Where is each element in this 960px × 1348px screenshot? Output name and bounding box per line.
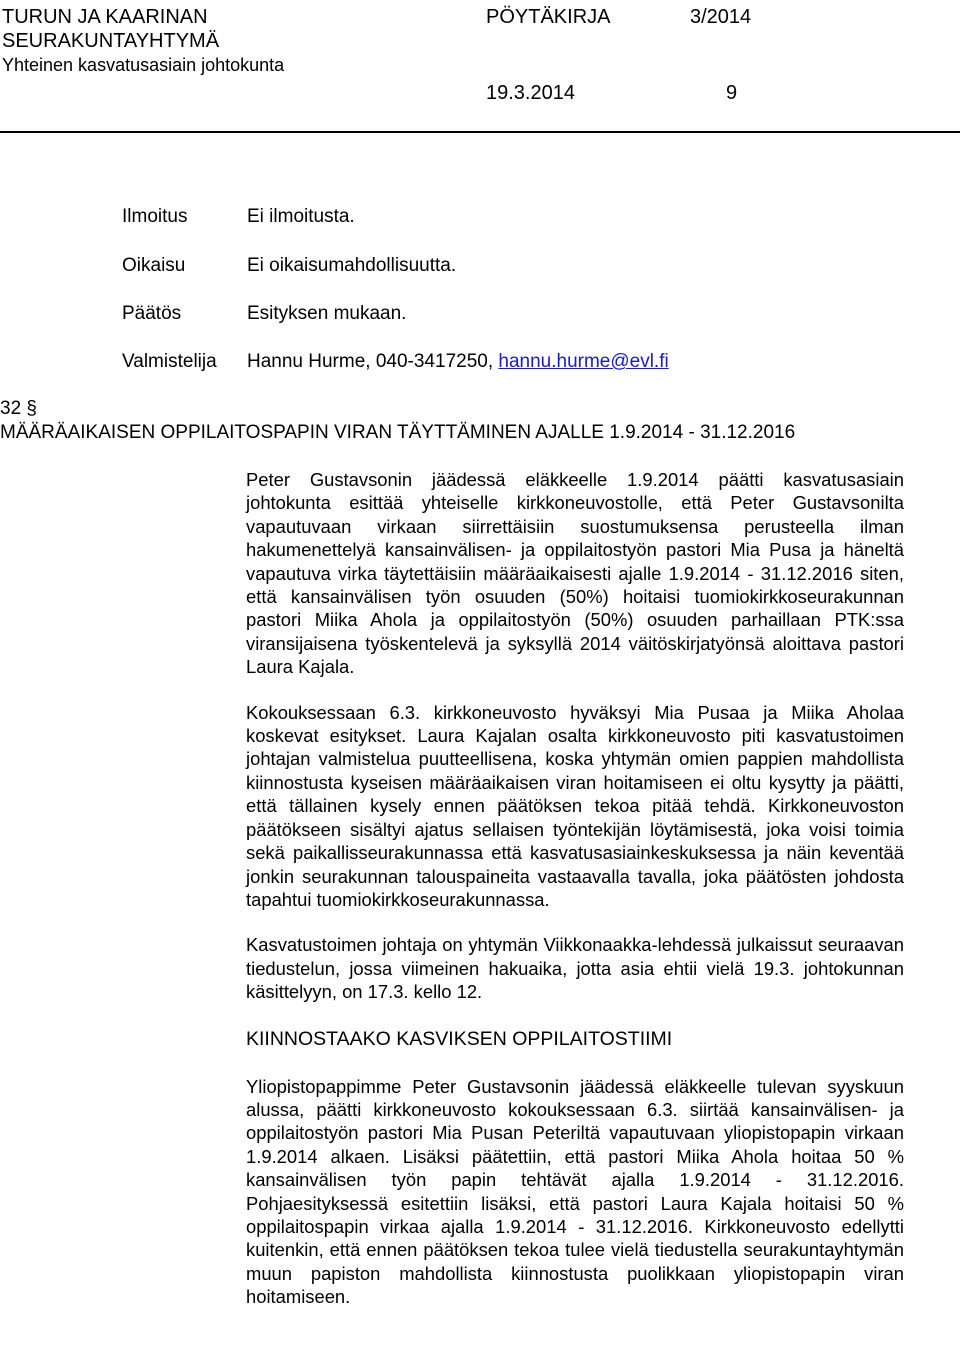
preparer-contact	[247, 350, 669, 374]
section-number: 32 §	[0, 398, 37, 419]
preparer-email-link[interactable]: hannu.hurme@evl.fi	[498, 351, 669, 372]
org-name: TURUN JA KAARINAN	[2, 6, 208, 28]
meta-label: Päätös	[122, 303, 182, 324]
paragraph: Peter Gustavsonin jäädessä eläkkeelle 1.9.2014 päätti kasvatusasiain johtokunta esittää yhteiselle kirkkoneuvostolle, että Peter Gustavsonilta vapautuvaan virkaan siirrettäisiin suostumuksensa perusteella ilman hakumenettelyä kansainvälisen- ja oppilaitostyön pastori Mia Pusa ja häneltä vapautuva virka täytettäisiin määräaikaisesti ajalle 1.9.2014 - 31.12.2016 siten, että kansainvälisen työn osuuden (50%) hoitaisi tuomiokirkkoseurakunnan pastori Miika Ahola ja oppilaitostyön (50%) osuuden parhaillaan PTK:ssa viransijaisena työskentelevä ja syksyllä 2014 väitöskirjatyönsä aloittava pastori Laura Kajala.	[246, 469, 904, 678]
meta-value: Ei oikaisumahdollisuutta.	[247, 255, 457, 276]
meta-label: Oikaisu	[122, 255, 186, 276]
preparer-name-phone: Hannu Hurme, 040-3417250,	[247, 351, 499, 372]
body-text	[246, 468, 904, 1309]
org-unit: SEURAKUNTAYHTYMÄ	[2, 30, 220, 52]
meta-value: Esityksen mukaan.	[247, 303, 407, 324]
meta-value: Ei ilmoitusta.	[247, 206, 355, 227]
page-number: 9	[726, 82, 738, 104]
paragraph: Kokouksessaan 6.3. kirkkoneuvosto hyväksyi Mia Pusaa ja Miika Aholaa koskevat esitykset. Laura Kajalan osalta kirkkoneuvosto piti kasvatustoimen johtajan valmistelua puutteellisena, koska yhtymän omien pappien mahdollista kiinnostusta kyseisen määräaikaisen viran hoitamiseen ei oltu kysytty ja päätti, että tällainen kysely ennen päätöksen tekoa pitää tehdä. Kirkkoneuvoston päätökseen sisältyi ajatus sellaisen työntekijän löytämisestä, joka voisi toimia sekä paikallisseurakunnassa että kasvatusasiainkeskuksessa ja näin keventää jonkin seurakunnan talouspaineita vastaavalla tavalla, joka päätösten johdosta tapahtui tuomiokirkkoseurakunnassa.	[246, 701, 904, 910]
document-number: 3/2014	[690, 6, 752, 28]
committee-name: Yhteinen kasvatusasiain johtokunta	[2, 55, 285, 75]
meta-label: Ilmoitus	[122, 206, 188, 227]
header-organization	[2, 5, 284, 77]
meeting-date: 19.3.2014	[486, 82, 575, 104]
preparer-label: Valmistelija	[122, 351, 217, 372]
notice-text: Yliopistopappimme Peter Gustavsonin jäädessä eläkkeelle tulevan syyskuun alussa, päätti kirkkoneuvosto kokouksessaan 6.3. siirtää kansainvälisen- ja oppilaitostyön pastori Mia Pusan Peteriltä vapautuvaan yliopistopapin virkaan 1.9.2014 alkaen. Lisäksi päätettiin, että pastori Miika Ahola hoitaa 50 % kansainvälisen työn papin tehtävät ajalla 1.9.2014 - 31.12.2016. Pohjaesityksessä esitettiin lisäksi, että pastori Laura Kajala hoitaisi 50 % oppilaitospapin virkaa ajalla 1.9.2014 - 31.12.2016. Kirkkoneuvosto edellytti kuitenkin, että ennen päätöksen tekoa tulee vielä tiedustella seurakuntayhtymän muun papiston mahdollista kiinnostusta puolikkaan yliopistopapin viran hoitamiseen.	[246, 1075, 904, 1308]
paragraph: Kasvatustoimen johtaja on yhtymän Viikkonaakka-lehdessä julkaissut seuraavan tiedustelun, jossa viimeinen hakuaika, jotta asia ehtii vielä 19.3. johtokunnan käsittelyyn, on 17.3. kello 12.	[246, 934, 904, 1003]
document-type: PÖYTÄKIRJA	[486, 6, 611, 28]
notice-heading: KIINNOSTAAKO KASVIKSEN OPPILAITOSTIIMI	[246, 1027, 673, 1050]
section-title: MÄÄRÄAIKAISEN OPPILAITOSPAPIN VIRAN TÄYTTÄMINEN AJALLE 1.9.2014 - 31.12.2016	[0, 422, 796, 443]
header-divider	[0, 131, 960, 133]
